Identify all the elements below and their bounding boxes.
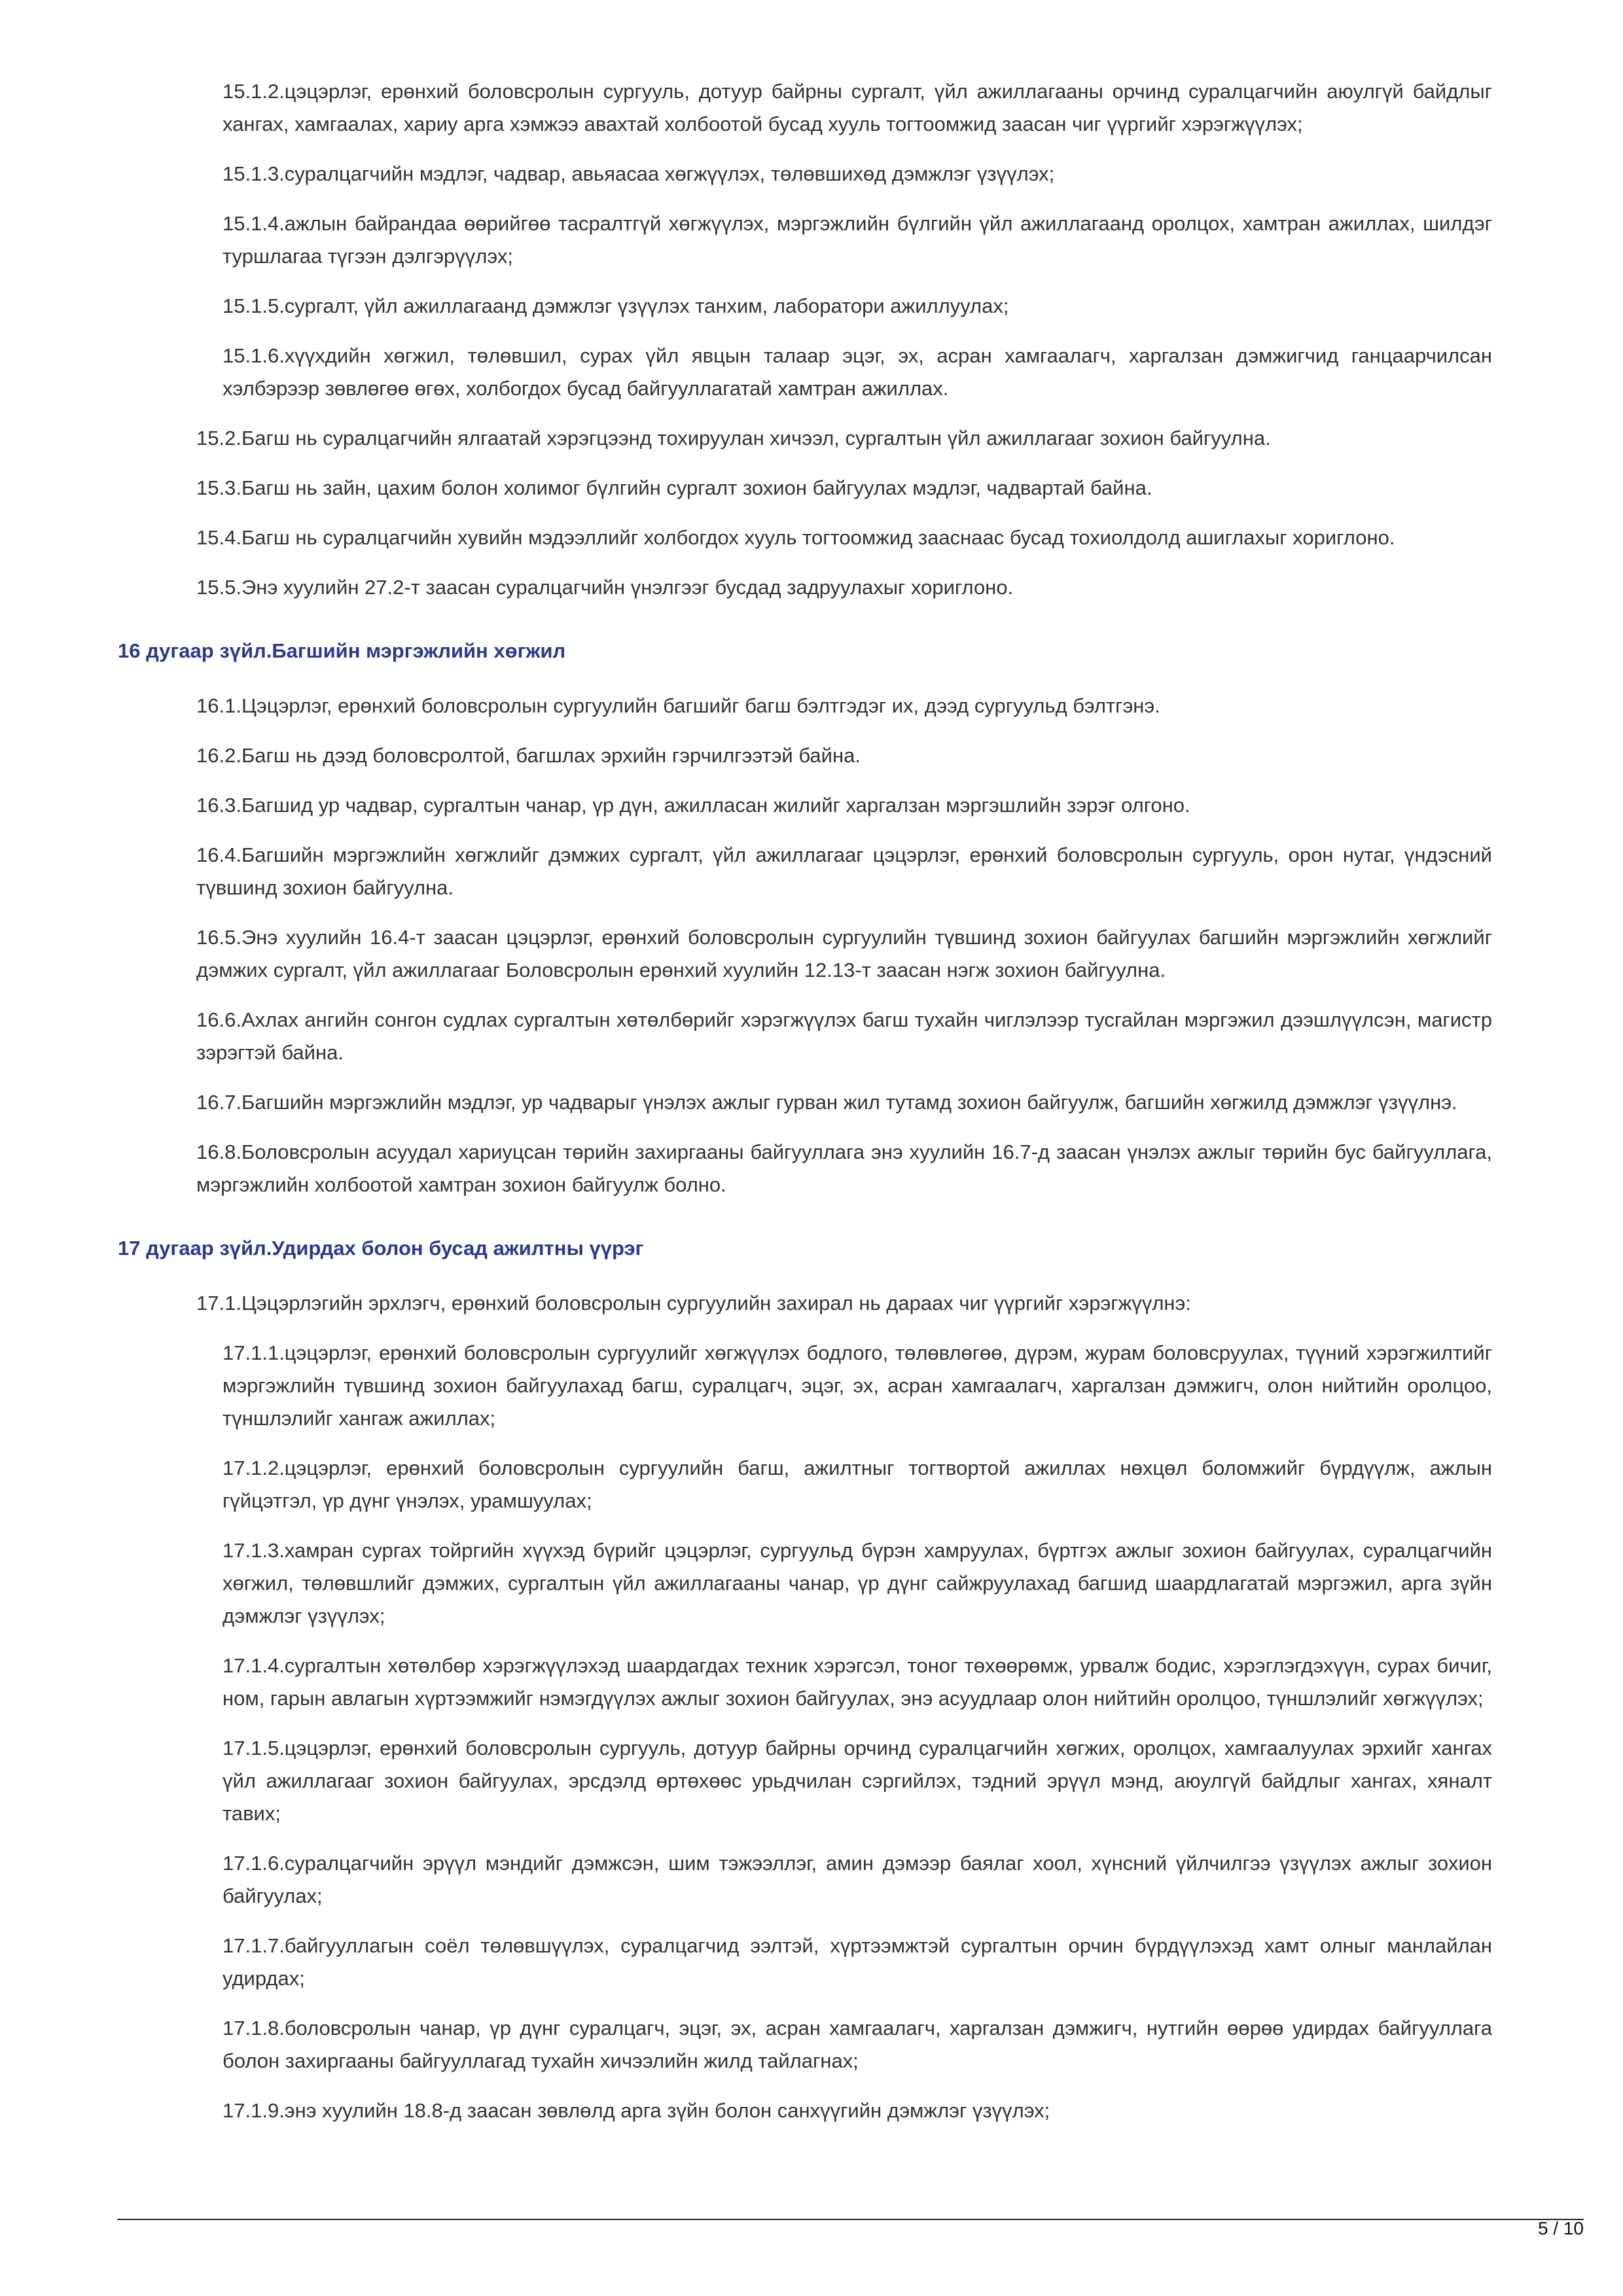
page-number: 5 / 10	[1537, 2218, 1584, 2238]
clause-paragraph: 15.3.Багш нь зайн, цахим болон холимог бүлгийн сургалт зохион байгуулах мэдлэг, чадвартай байна.	[196, 476, 1152, 499]
sub-clause-paragraph: 15.1.5.сургалт, үйл ажиллагаанд дэмжлэг үзүүлэх танхим, лаборатори ажиллуулах;	[223, 294, 1009, 317]
sub-clause-paragraph: 17.1.8.боловсролын чанар, үр дүнг суралцагч, эцэг, эх, асран хамгаалагч, харгалзан дэмжигч, нутгийн өөрөө удирдах байгууллага болон захиргааны байгууллагад тухайн хичээлийн жилд тайлагнах;	[223, 2017, 1492, 2072]
sub-clause-paragraph: 17.1.9.энэ хуулийн 18.8-д заасан зөвлөлд арга зүйн болон санхүүгийн дэмжлэг үзүүлэх;	[223, 2099, 1050, 2122]
clause-paragraph: 15.5.Энэ хуулийн 27.2-т заасан суралцагчийн үнэлгээг бусдад задруулахыг хориглоно.	[196, 576, 1014, 599]
sub-clause-paragraph: 17.1.4.сургалтын хөтөлбөр хэрэгжүүлэхэд шаардагдах техник хэрэгсэл, тоног төхөөрөмж, урвалж бодис, хэрэглэгдэхүүн, сурах бичиг, ном, гарын авлагын хүртээмжийг нэмэгдүүлэх ажлыг зохион байгуулах, энэ асуудлаар олон нийтийн оролцоо, түншлэлийг хөгжүүлэх;	[223, 1654, 1492, 1710]
footer-divider	[117, 2219, 1584, 2220]
clause-paragraph: 16.3.Багшид ур чадвар, сургалтын чанар, үр дүн, ажилласан жилийг харгалзан мэргэшлийн зэрэг олгоно.	[196, 794, 1190, 817]
clause-paragraph: 16.6.Ахлах ангийн сонгон судлах сургалтын хөтөлбөрийг хэрэгжүүлэх багш тухайн чиглэлээр тусгайлан мэргэжил дээшлүүлсэн, магистр зэрэгтэй байна.	[196, 1008, 1492, 1064]
clause-paragraph: 16.7.Багшийн мэргэжлийн мэдлэг, ур чадварыг үнэлэх ажлыг гурван жил тутамд зохион байгуулж, багшийн хөгжилд дэмжлэг үзүүлнэ.	[196, 1091, 1457, 1114]
clause-paragraph: 16.8.Боловсролын асуудал хариуцсан төрийн захиргааны байгууллага энэ хуулийн 16.7-д заасан үнэлэх ажлыг төрийн бус байгууллага, мэргэжлийн холбоотой хамтран зохион байгуулж болно.	[196, 1140, 1492, 1196]
sub-clause-paragraph: 15.1.2.цэцэрлэг, ерөнхий боловсролын сургууль, дотуур байрны сургалт, үйл ажиллагааны орчинд суралцагчийн аюулгүй байдлыг хангах, хамгаалах, хариу арга хэмжээ авахтай холбоотой бусад хууль тогтоомжид заасан чиг үүргийг хэрэгжүүлэх;	[223, 80, 1492, 135]
sub-clause-paragraph: 17.1.6.суралцагчийн эрүүл мэндийг дэмжсэн, шим тэжээллэг, амин дэмээр баялаг хоол, хүнсний үйлчилгээ үзүүлэх ажлыг зохион байгуулах;	[223, 1852, 1492, 1907]
clause-paragraph: 16.2.Багш нь дээд боловсролтой, багшлах эрхийн гэрчилгээтэй байна.	[196, 744, 861, 767]
sub-clause-paragraph: 15.1.3.суралцагчийн мэдлэг, чадвар, авьяасаа хөгжүүлэх, төлөвшихөд дэмжлэг үзүүлэх;	[223, 162, 1055, 185]
sub-clause-paragraph: 17.1.2.цэцэрлэг, ерөнхий боловсролын сургуулийн багш, ажилтныг тогтвортой ажиллах нөхцөл боломжийг бүрдүүлж, ажлын гүйцэтгэл, үр дүнг үнэлэх, урамшуулах;	[223, 1457, 1492, 1512]
clause-paragraph: 16.4.Багшийн мэргэжлийн хөгжлийг дэмжих сургалт, үйл ажиллагааг цэцэрлэг, ерөнхий боловсролын сургууль, орон нутаг, үндэсний түвшинд зохион байгуулна.	[196, 843, 1492, 899]
clause-paragraph: 15.4.Багш нь суралцагчийн хувийн мэдээллийг холбогдох хууль тогтоомжид зааснаас бусад тохиолдолд ашиглахыг хориглоно.	[196, 526, 1395, 549]
article-heading: 17 дугаар зүйл.Удирдах болон бусад ажилтны үүрэг	[118, 1237, 644, 1260]
sub-clause-paragraph: 15.1.6.хүүхдийн хөгжил, төлөвшил, сурах үйл явцын талаар эцэг, эх, асран хамгаалагч, харгалзан дэмжигчид ганцаарчилсан хэлбэрээр зөвлөгөө өгөх, холбогдох бусад байгууллагатай хамтран ажиллах.	[223, 344, 1492, 400]
clause-paragraph: 17.1.Цэцэрлэгийн эрхлэгч, ерөнхий боловсролын сургуулийн захирал нь дараах чиг үүргийг хэрэгжүүлнэ:	[196, 1292, 1191, 1315]
clause-paragraph: 15.2.Багш нь суралцагчийн ялгаатай хэрэгцээнд тохируулан хичээл, сургалтын үйл ажиллагааг зохион байгуулна.	[196, 427, 1271, 450]
document-body	[118, 75, 1492, 2144]
sub-clause-paragraph: 17.1.5.цэцэрлэг, ерөнхий боловсролын сургууль, дотуур байрны орчинд суралцагчийн хөгжих, оролцох, хамгаалуулах эрхийг хангах үйл ажиллагааг зохион байгуулах, эрсдэлд өртөхөөс урьдчилан сэргийлэх, тэдний эрүүл мэнд, аюулгүй байдлыг хангах, хяналт тавих;	[223, 1737, 1492, 1825]
document-section	[118, 635, 1492, 1201]
document-section	[118, 1232, 1492, 2127]
sub-clause-paragraph: 17.1.1.цэцэрлэг, ерөнхий боловсролын сургуулийг хөгжүүлэх бодлого, төлөвлөгөө, дүрэм, журам боловсруулах, түүний хэрэгжилтийг мэргэжлийн түвшинд зохион байгуулахад багш, суралцагч, эцэг, эх, асран хамгаалагч, харгалзан дэмжигч, олон нийтийн оролцоо, түншлэлийг хангаж ажиллах;	[223, 1341, 1492, 1430]
sub-clause-paragraph: 17.1.7.байгууллагын соёл төлөвшүүлэх, суралцагчид ээлтэй, хүртээмжтэй сургалтын орчин бүрдүүлэхэд хамт олныг манлайлан удирдах;	[223, 1934, 1492, 1990]
clause-paragraph: 16.5.Энэ хуулийн 16.4-т заасан цэцэрлэг, ерөнхий боловсролын сургуулийн түвшинд зохион байгуулах багшийн мэргэжлийн хөгжлийг дэмжих сургалт, үйл ажиллагааг Боловсролын ерөнхий хуулийн 12.13-т заасан нэгж зохион байгуулна.	[196, 926, 1492, 981]
sub-clause-paragraph: 15.1.4.ажлын байрандаа өөрийгөө тасралтгүй хөгжүүлэх, мэргэжлийн бүлгийн үйл ажиллагаанд оролцох, хамтран ажиллах, шилдэг туршлагаа түгээн дэлгэрүүлэх;	[223, 212, 1492, 268]
article-heading: 16 дугаар зүйл.Багшийн мэргэжлийн хөгжил	[118, 639, 566, 662]
clause-paragraph: 16.1.Цэцэрлэг, ерөнхий боловсролын сургуулийн багшийг багш бэлтгэдэг их, дээд сургуульд бэлтгэнэ.	[196, 694, 1160, 717]
document-section	[118, 75, 1492, 604]
sub-clause-paragraph: 17.1.3.хамран сургах тойргийн хүүхэд бүрийг цэцэрлэг, сургуульд бүрэн хамруулах, бүртгэх ажлыг зохион байгуулах, суралцагчийн хөгжил, төлөвшлийг дэмжих, сургалтын үйл ажиллагааны чанар, үр дүнг сайжруулахад багшид шаардлагатай мэргэжил, арга зүйн дэмжлэг үзүүлэх;	[223, 1539, 1492, 1627]
